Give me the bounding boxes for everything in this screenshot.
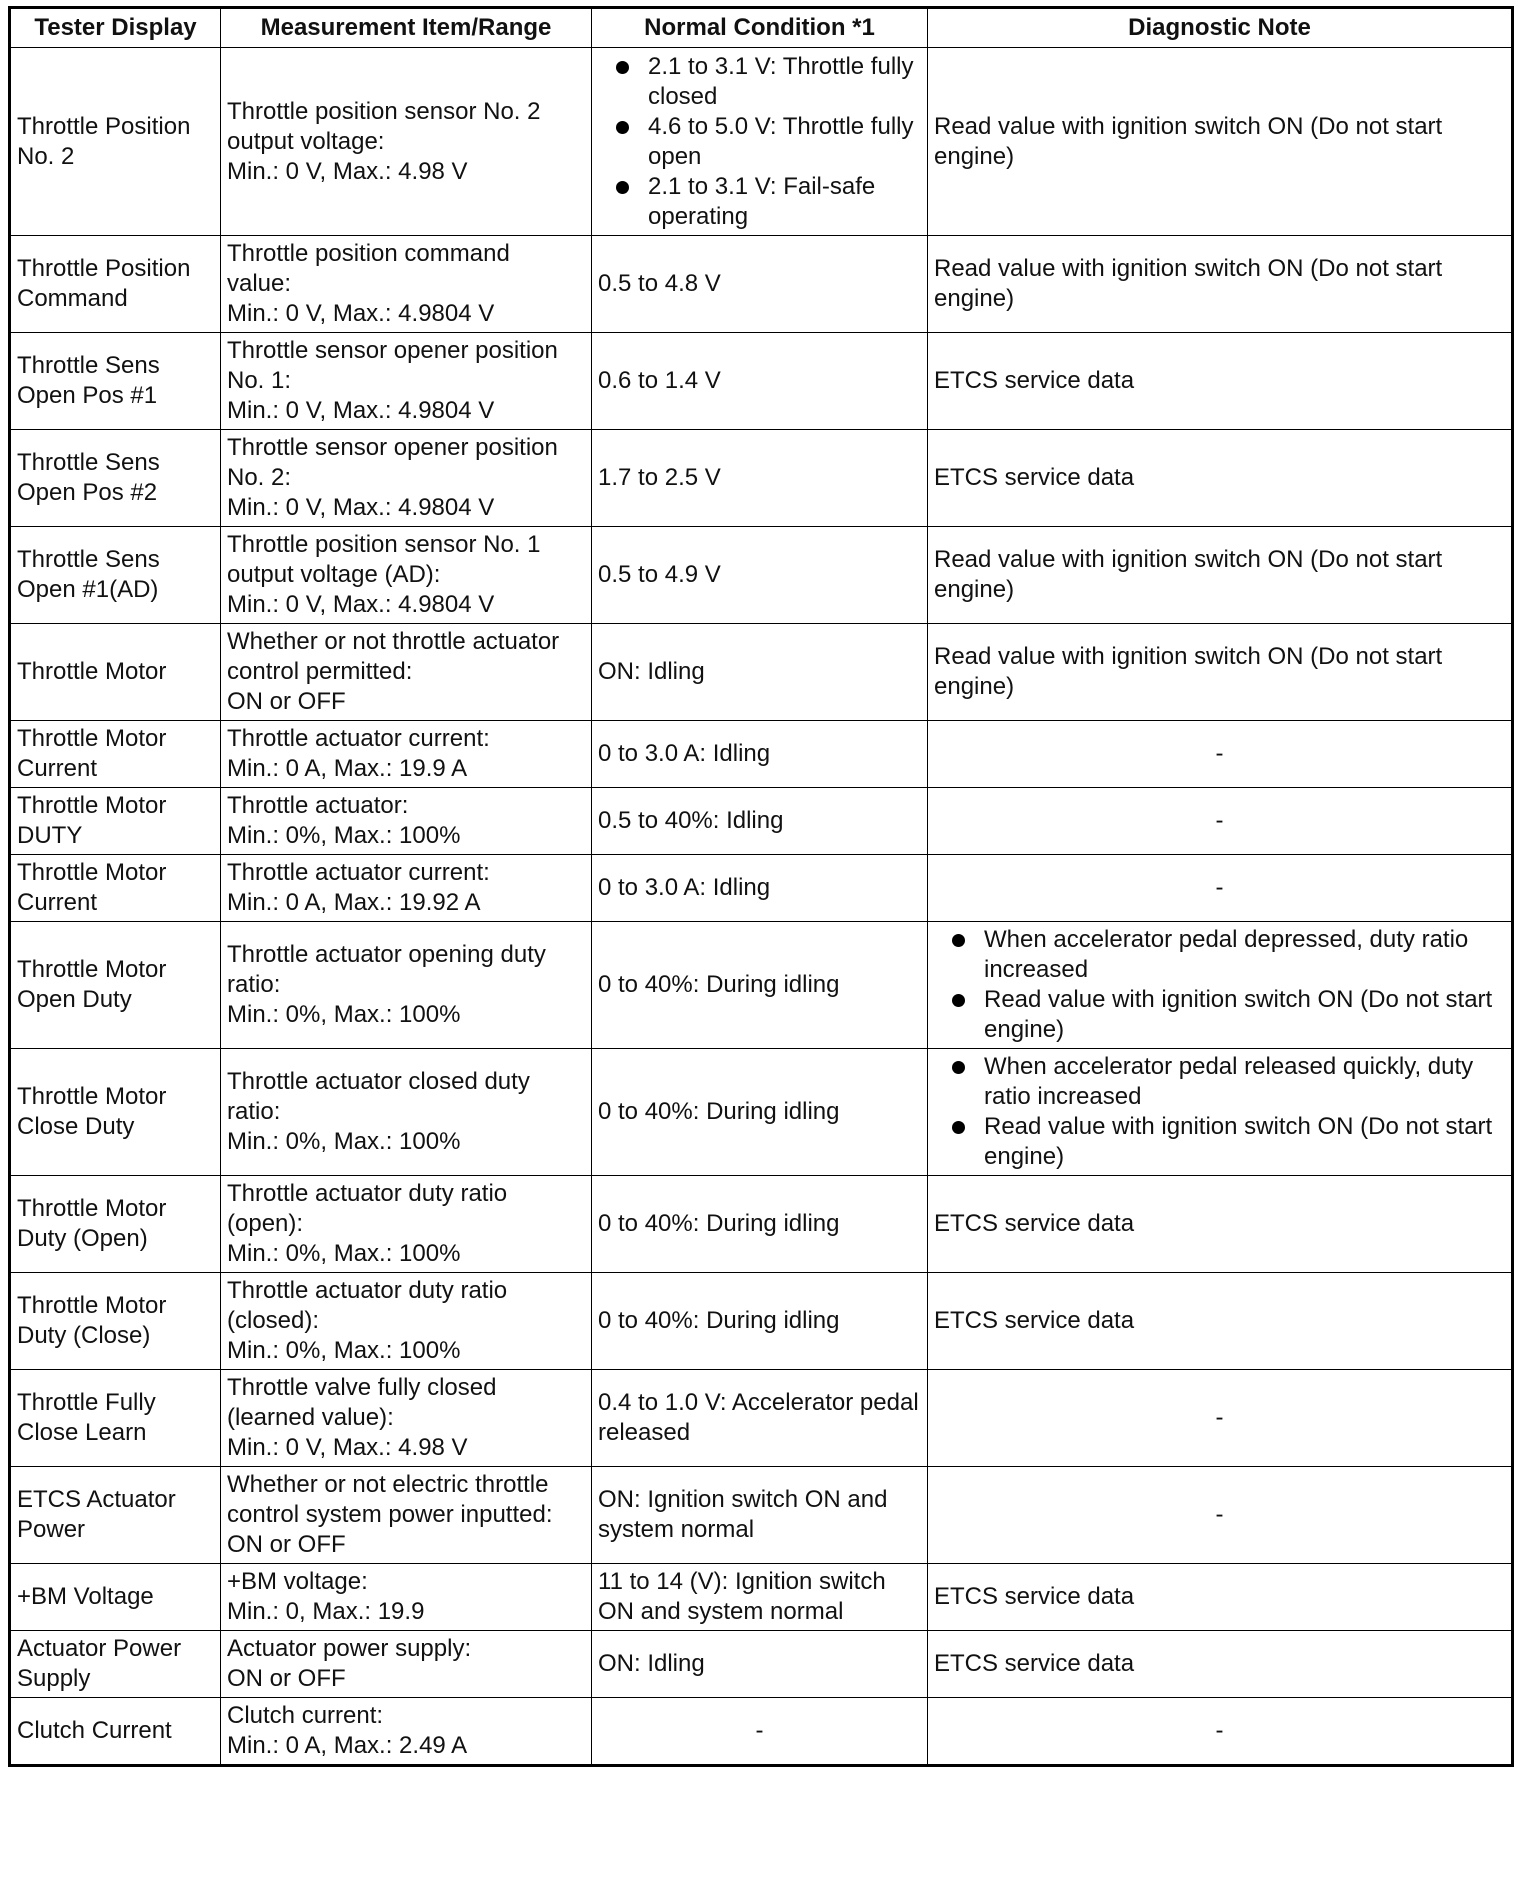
measurement-line: Whether or not electric throttle xyxy=(227,1471,549,1498)
measurement-line: Min.: 0 V, Max.: 4.9804 V xyxy=(227,397,495,424)
table-row xyxy=(10,788,1513,855)
table-row xyxy=(10,48,1513,236)
cell-tester-display xyxy=(10,430,221,527)
measurement-line: Throttle actuator duty ratio xyxy=(227,1277,508,1304)
measurement-line: Min.: 0 A, Max.: 2.49 A xyxy=(227,1732,468,1759)
cell-measurement-item xyxy=(221,624,592,721)
cell-measurement-item xyxy=(221,48,592,236)
measurement-line: Throttle position sensor No. 1 xyxy=(227,531,541,558)
cell-tester-display xyxy=(10,922,221,1049)
measurement-line: Throttle actuator current: xyxy=(227,859,490,886)
cell-measurement-item xyxy=(221,1698,592,1766)
cell-normal-condition: ON: Ignition switch ON and system normal xyxy=(592,1467,928,1564)
display-line: Duty (Open) xyxy=(17,1225,148,1252)
cell-diagnostic-note: ETCS service data xyxy=(928,1176,1513,1273)
measurement-line: output voltage: xyxy=(227,127,385,155)
measurement-line: Min.: 0%, Max.: 100% xyxy=(227,1240,461,1267)
display-line: Throttle Motor xyxy=(17,859,167,886)
cell-normal-condition: 0 to 40%: During idling xyxy=(592,1273,928,1370)
cell-diagnostic-note xyxy=(928,922,1513,1049)
cell-measurement-item xyxy=(221,1564,592,1631)
cell-tester-display xyxy=(10,1273,221,1370)
cell-normal-condition: - xyxy=(592,1698,928,1766)
display-line: Command xyxy=(17,285,128,312)
measurement-line: No. 2: xyxy=(227,464,292,491)
measurement-line: Throttle actuator closed duty xyxy=(227,1068,530,1095)
header-row xyxy=(10,8,1513,48)
table-row xyxy=(10,236,1513,333)
cell-diagnostic-note: Read value with ignition switch ON (Do not start engine) xyxy=(928,624,1513,721)
table-row xyxy=(10,1370,1513,1467)
table-row xyxy=(10,333,1513,430)
cell-measurement-item xyxy=(221,1631,592,1698)
cell-measurement-item xyxy=(221,430,592,527)
display-line: Open Pos #2 xyxy=(17,479,158,506)
measurement-line: control permitted: xyxy=(227,658,413,685)
cell-normal-condition: 0.5 to 4.9 V xyxy=(592,527,928,624)
diagnostic-note-bullet: When accelerator pedal depressed, duty ratio increased xyxy=(934,925,1505,985)
cell-tester-display xyxy=(10,236,221,333)
diagnostic-note-bullet: When accelerator pedal released quickly, duty ratio increased xyxy=(934,1052,1505,1112)
cell-tester-display xyxy=(10,1698,221,1766)
cell-normal-condition xyxy=(592,48,928,236)
measurement-line: ON or OFF xyxy=(227,688,346,715)
table-row xyxy=(10,721,1513,788)
measurement-line: Throttle actuator current: xyxy=(227,725,490,752)
cell-tester-display xyxy=(10,855,221,922)
diagnostic-note-bullet: Read value with ignition switch ON (Do not start engine) xyxy=(934,1112,1505,1172)
measurement-line: Clutch current: xyxy=(227,1702,384,1729)
display-line: Throttle Position xyxy=(17,255,191,282)
cell-measurement-item xyxy=(221,855,592,922)
measurement-line: Min.: 0 V, Max.: 4.9804 V xyxy=(227,591,495,618)
display-line: Throttle Motor xyxy=(17,1195,167,1222)
cell-measurement-item xyxy=(221,527,592,624)
display-line: Throttle Position xyxy=(17,112,191,140)
cell-tester-display xyxy=(10,1467,221,1564)
measurement-line: +BM voltage: xyxy=(227,1568,368,1595)
measurement-line: value: xyxy=(227,270,292,297)
cell-measurement-item xyxy=(221,333,592,430)
normal-condition-bullet: 2.1 to 3.1 V: Fail-safe operating xyxy=(598,172,921,232)
table-row xyxy=(10,624,1513,721)
table-row xyxy=(10,1631,1513,1698)
cell-diagnostic-note: - xyxy=(928,721,1513,788)
cell-normal-condition: ON: Idling xyxy=(592,1631,928,1698)
measurement-line: (learned value): xyxy=(227,1404,394,1431)
table-row xyxy=(10,1698,1513,1766)
display-line: +BM Voltage xyxy=(17,1583,154,1610)
table-row xyxy=(10,527,1513,624)
cell-diagnostic-note: - xyxy=(928,788,1513,855)
cell-normal-condition: 0 to 40%: During idling xyxy=(592,1176,928,1273)
measurement-line: Min.: 0 V, Max.: 4.9804 V xyxy=(227,494,495,521)
measurement-line: output voltage (AD): xyxy=(227,561,441,588)
measurement-line: Min.: 0 V, Max.: 4.9804 V xyxy=(227,300,495,327)
measurement-line: No. 1: xyxy=(227,367,292,394)
cell-tester-display xyxy=(10,721,221,788)
cell-tester-display xyxy=(10,333,221,430)
table-row xyxy=(10,1176,1513,1273)
cell-measurement-item xyxy=(221,236,592,333)
cell-measurement-item xyxy=(221,1273,592,1370)
display-line: Open Duty xyxy=(17,986,132,1013)
cell-diagnostic-note: Read value with ignition switch ON (Do not start engine) xyxy=(928,527,1513,624)
display-line: Throttle Fully xyxy=(17,1389,156,1416)
normal-condition-bullet: 2.1 to 3.1 V: Throttle fully closed xyxy=(598,52,921,112)
display-line: Throttle Sens xyxy=(17,546,160,573)
cell-diagnostic-note: ETCS service data xyxy=(928,1273,1513,1370)
cell-normal-condition: 11 to 14 (V): Ignition switch ON and system normal xyxy=(592,1564,928,1631)
cell-measurement-item xyxy=(221,922,592,1049)
table-row xyxy=(10,1467,1513,1564)
diagnostic-note-list xyxy=(934,1052,1505,1172)
measurement-line: ON or OFF xyxy=(227,1531,346,1558)
table-row xyxy=(10,1273,1513,1370)
display-line: Close Learn xyxy=(17,1419,147,1446)
cell-tester-display xyxy=(10,624,221,721)
display-line: Current xyxy=(17,889,98,916)
display-line: Throttle Motor xyxy=(17,725,167,752)
measurement-line: Throttle position command xyxy=(227,240,510,267)
diagnostic-note-list xyxy=(934,925,1505,1045)
display-line: No. 2 xyxy=(17,142,75,170)
display-line: Open #1(AD) xyxy=(17,576,159,603)
cell-diagnostic-note xyxy=(928,1049,1513,1176)
measurement-line: ratio: xyxy=(227,1098,281,1125)
cell-tester-display xyxy=(10,788,221,855)
cell-measurement-item xyxy=(221,1176,592,1273)
data-list-table xyxy=(8,6,1514,1767)
normal-condition-list xyxy=(598,52,921,232)
cell-diagnostic-note: ETCS service data xyxy=(928,1564,1513,1631)
cell-measurement-item xyxy=(221,721,592,788)
cell-normal-condition: 1.7 to 2.5 V xyxy=(592,430,928,527)
display-line: Throttle Motor xyxy=(17,1083,167,1110)
measurement-line: Throttle valve fully closed xyxy=(227,1374,497,1401)
measurement-line: Min.: 0, Max.: 19.9 xyxy=(227,1598,425,1625)
table-row xyxy=(10,1049,1513,1176)
cell-tester-display xyxy=(10,1631,221,1698)
cell-diagnostic-note: - xyxy=(928,855,1513,922)
measurement-line: Min.: 0%, Max.: 100% xyxy=(227,1128,461,1155)
display-line: Open Pos #1 xyxy=(17,382,158,409)
cell-diagnostic-note: - xyxy=(928,1698,1513,1766)
measurement-line: Throttle sensor opener position xyxy=(227,434,558,461)
measurement-line: Min.: 0%, Max.: 100% xyxy=(227,822,461,849)
cell-tester-display xyxy=(10,1176,221,1273)
table-row xyxy=(10,855,1513,922)
measurement-line: Min.: 0%, Max.: 100% xyxy=(227,1001,461,1028)
cell-tester-display xyxy=(10,1564,221,1631)
display-line: Throttle Motor xyxy=(17,1292,167,1319)
cell-diagnostic-note: - xyxy=(928,1370,1513,1467)
cell-diagnostic-note: Read value with ignition switch ON (Do not start engine) xyxy=(928,48,1513,236)
diagnostic-note-bullet: Read value with ignition switch ON (Do not start engine) xyxy=(934,985,1505,1045)
cell-tester-display xyxy=(10,527,221,624)
cell-normal-condition: ON: Idling xyxy=(592,624,928,721)
cell-normal-condition: 0.6 to 1.4 V xyxy=(592,333,928,430)
measurement-line: Throttle sensor opener position xyxy=(227,337,558,364)
measurement-line: Min.: 0 A, Max.: 19.9 A xyxy=(227,755,468,782)
measurement-line: Throttle actuator duty ratio xyxy=(227,1180,508,1207)
measurement-line: Throttle actuator opening duty xyxy=(227,941,546,968)
cell-normal-condition: 0 to 40%: During idling xyxy=(592,922,928,1049)
display-line: Throttle Sens xyxy=(17,352,160,379)
display-line: Clutch Current xyxy=(17,1717,172,1744)
display-line: Throttle Sens xyxy=(17,449,160,476)
cell-diagnostic-note: ETCS service data xyxy=(928,1631,1513,1698)
cell-normal-condition: 0 to 3.0 A: Idling xyxy=(592,721,928,788)
display-line: Close Duty xyxy=(17,1113,135,1140)
header-diagnostic-note: Diagnostic Note xyxy=(928,8,1513,48)
measurement-line: Throttle position sensor No. 2 xyxy=(227,97,541,125)
display-line: Throttle Motor xyxy=(17,792,167,819)
measurement-line: Min.: 0 V, Max.: 4.98 V xyxy=(227,1434,468,1461)
measurement-line: Min.: 0 V, Max.: 4.98 V xyxy=(227,157,468,185)
measurement-line: (open): xyxy=(227,1210,304,1237)
cell-diagnostic-note: - xyxy=(928,1467,1513,1564)
measurement-line: Actuator power supply: xyxy=(227,1635,472,1662)
cell-tester-display xyxy=(10,1370,221,1467)
cell-diagnostic-note: ETCS service data xyxy=(928,430,1513,527)
table-row xyxy=(10,1564,1513,1631)
measurement-line: Min.: 0 A, Max.: 19.92 A xyxy=(227,889,481,916)
display-line: Actuator Power xyxy=(17,1635,182,1662)
header-tester-display: Tester Display xyxy=(10,8,221,48)
display-line: Supply xyxy=(17,1665,91,1692)
cell-diagnostic-note: ETCS service data xyxy=(928,333,1513,430)
measurement-line: Min.: 0%, Max.: 100% xyxy=(227,1337,461,1364)
display-line: Throttle Motor xyxy=(17,956,167,983)
display-line: Power xyxy=(17,1516,86,1543)
cell-normal-condition: 0 to 3.0 A: Idling xyxy=(592,855,928,922)
display-line: ETCS Actuator xyxy=(17,1486,176,1513)
measurement-line: (closed): xyxy=(227,1307,320,1334)
cell-tester-display xyxy=(10,48,221,236)
display-line: DUTY xyxy=(17,822,83,849)
cell-normal-condition: 0.4 to 1.0 V: Accelerator pedal released xyxy=(592,1370,928,1467)
header-measurement-item: Measurement Item/Range xyxy=(221,8,592,48)
cell-measurement-item xyxy=(221,788,592,855)
data-list-sheet xyxy=(8,6,1511,1767)
table-row xyxy=(10,430,1513,527)
display-line: Throttle Motor xyxy=(17,658,167,685)
normal-condition-bullet: 4.6 to 5.0 V: Throttle fully open xyxy=(598,112,921,172)
header-normal-condition: Normal Condition *1 xyxy=(592,8,928,48)
cell-normal-condition: 0 to 40%: During idling xyxy=(592,1049,928,1176)
display-line: Duty (Close) xyxy=(17,1322,151,1349)
cell-measurement-item xyxy=(221,1049,592,1176)
cell-measurement-item xyxy=(221,1370,592,1467)
measurement-line: control system power inputted: xyxy=(227,1501,553,1528)
measurement-line: ratio: xyxy=(227,971,281,998)
cell-measurement-item xyxy=(221,1467,592,1564)
measurement-line: Throttle actuator: xyxy=(227,792,409,819)
cell-diagnostic-note: Read value with ignition switch ON (Do not start engine) xyxy=(928,236,1513,333)
display-line: Current xyxy=(17,755,98,782)
cell-normal-condition: 0.5 to 4.8 V xyxy=(592,236,928,333)
cell-tester-display xyxy=(10,1049,221,1176)
table-body xyxy=(10,48,1513,1766)
cell-normal-condition: 0.5 to 40%: Idling xyxy=(592,788,928,855)
measurement-line: ON or OFF xyxy=(227,1665,346,1692)
table-row xyxy=(10,922,1513,1049)
measurement-line: Whether or not throttle actuator xyxy=(227,628,560,655)
